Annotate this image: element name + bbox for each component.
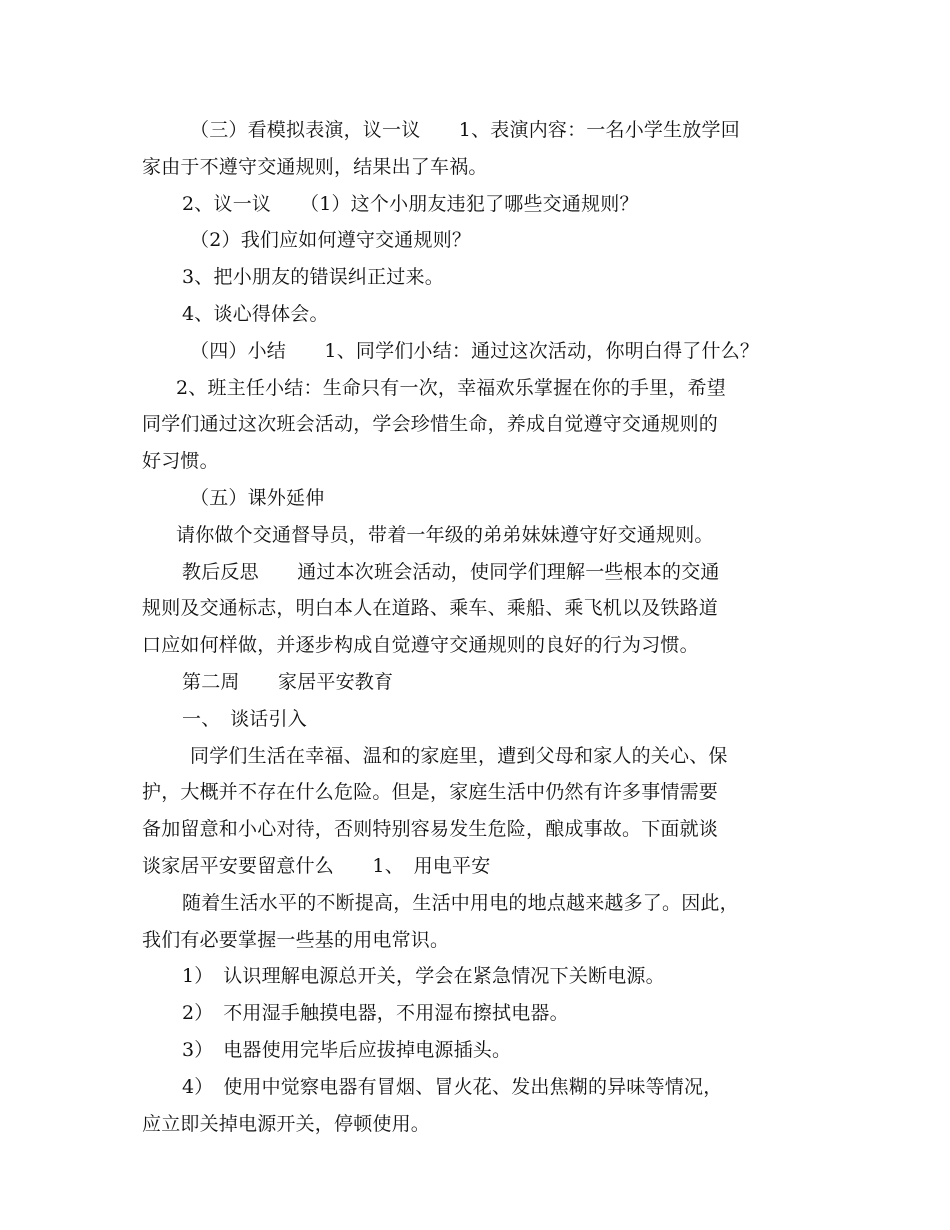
- paragraph-line: 规则及交通标志，明白本人在道路、乘车、乘船、乘飞机以及铁路道: [142, 597, 719, 620]
- paragraph-line: 教后反思 通过本次班会活动，使同学们理解一些根本的交通: [182, 560, 720, 583]
- paragraph-line: 2、班主任小结：生命只有一次，幸福欢乐掌握在你的手里，希望: [176, 376, 726, 399]
- section-heading: 一、 谈话引入: [182, 707, 307, 730]
- paragraph-line: 家由于不遵守交通规则，结果出了车祸。: [142, 155, 488, 178]
- list-item: 3） 电器使用完毕后应拔掉电源插头。: [182, 1038, 512, 1061]
- paragraph-line: 谈家居平安要留意什么 1、 用电平安: [142, 854, 491, 877]
- paragraph-line: 口应如何样做，并逐步构成自觉遵守交通规则的良好的行为习惯。: [142, 634, 699, 657]
- list-item: 2） 不用湿手触摸电器，不用湿布擦拭电器。: [182, 1002, 569, 1025]
- document-body: [142, 112, 822, 1142]
- paragraph-line: （四）小结 1、同学们小结：通过这次活动，你明白得了什么？: [190, 339, 760, 362]
- paragraph-line: 4、谈心得体会。: [182, 302, 329, 325]
- paragraph-line: 随着生活水平的不断提高，生活中用电的地点越来越多了。因此，: [182, 891, 739, 914]
- paragraph-line: （五）课外延伸: [190, 486, 325, 509]
- paragraph-line: （2）我们应如何遵守交通规则？: [190, 229, 472, 252]
- section-heading: 第二周 家居平安教育: [182, 670, 394, 693]
- list-item: 1） 认识理解电源总开关，学会在紧急情况下关断电源。: [182, 965, 665, 988]
- paragraph-line: （三）看模拟表演，议一议 1、表演内容：一名小学生放学回: [190, 119, 740, 141]
- paragraph-line: 请你做个交通督导员，带着一年级的弟弟妹妹遵守好交通规则。: [176, 523, 714, 546]
- paragraph-line: 2、议一议 （1）这个小朋友违犯了哪些交通规则？: [182, 192, 639, 215]
- paragraph-line: 备加留意和小心对待，否则特别容易发生危险，酿成事故。下面就谈: [142, 818, 719, 841]
- paragraph-line: 我们有必要掌握一些基的用电常识。: [142, 928, 450, 951]
- paragraph-line: 好习惯。: [142, 450, 219, 473]
- list-item: 4） 使用中觉察电器有冒烟、冒火花、发出焦糊的异味等情况，: [182, 1075, 723, 1098]
- paragraph-line: 应立即关掉电源开关，停顿使用。: [142, 1112, 431, 1135]
- paragraph-line: 3、把小朋友的错误纠正过来。: [182, 266, 444, 289]
- paragraph-line: 同学们生活在幸福、温和的家庭里，遭到父母和家人的关心、保: [190, 744, 728, 767]
- paragraph-line: 护，大概并不存在什么危险。但是，家庭生活中仍然有许多事情需要: [142, 781, 719, 804]
- paragraph-line: 同学们通过这次班会活动，学会珍惜生命，养成自觉遵守交通规则的: [142, 413, 719, 436]
